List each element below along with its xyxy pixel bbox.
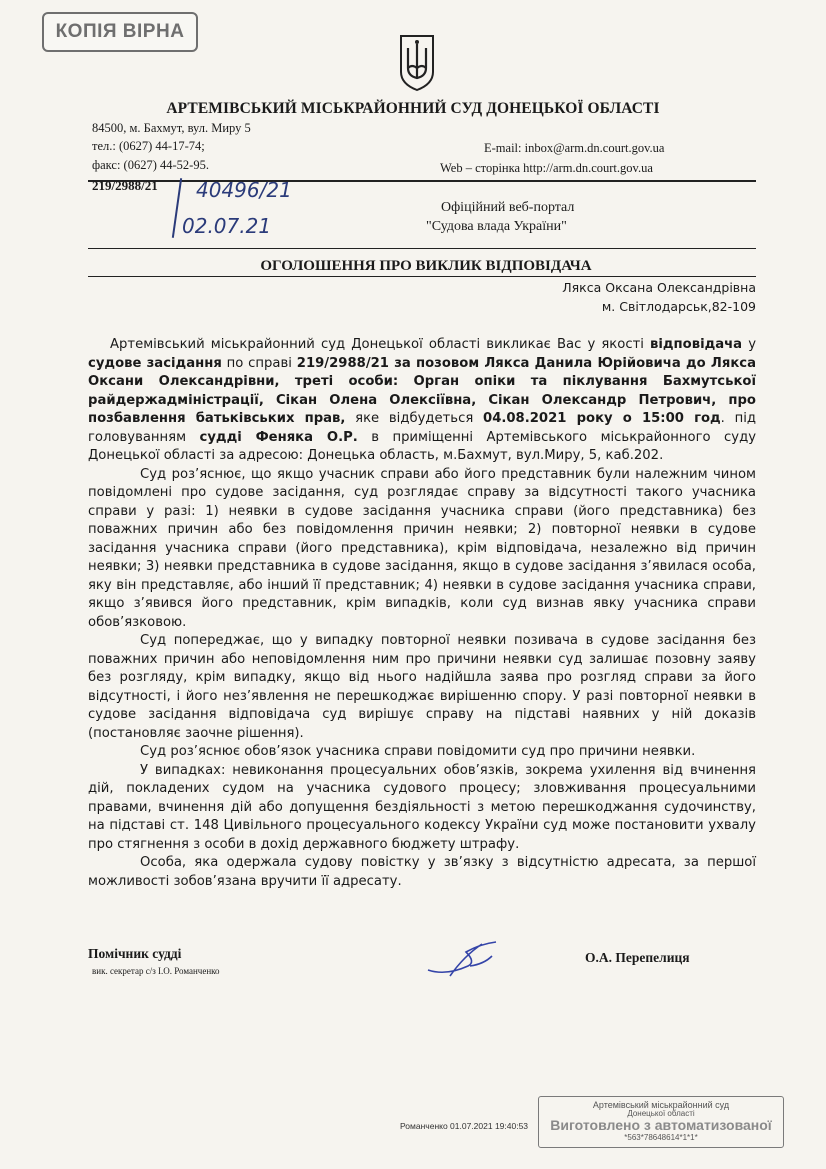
- stamp-line1: Артемівський міськрайонний суд: [592, 1100, 730, 1110]
- portal-line1: Офіційний веб-портал: [441, 200, 575, 215]
- court-fax: факс: (0627) 44-52-95.: [92, 158, 209, 172]
- court-website: Web – сторінка http://arm.dn.court.gov.ua: [440, 161, 653, 175]
- paragraph-summons: Артемівський міськрайонний суд Донецької області викликає Вас у якості відповідача у судове засідання по справі 219/2988/21 за позовом Лякса Данила Юрійовича до Лякса Оксани Олександрівни, треті особи: Орган опіки та піклування Бахмутської райдержадміністрації, Сікан Олена Олексіївна, Сікан Олександр Петрович, про позбавлення батьківських прав, яке відбудеться 04.08.2021 року о 15:00 год. під головуванням судді Феняка О.Р. в приміщенні Артемівського міськрайонного суду Донецької області за адресою: Донецька область, м.Бахмут, вул.Миру, 5, каб.202.: [88, 337, 757, 463]
- handwritten-date: 02.07.21: [182, 214, 272, 238]
- title-line-top: [88, 248, 756, 249]
- coat-of-arms-icon: [398, 34, 436, 92]
- addressee-address: м. Світлодарськ,82-109: [601, 299, 756, 314]
- addressee-name: Лякса Оксана Олександрівна: [562, 280, 756, 295]
- court-phone: тел.: (0627) 44-17-74;: [92, 139, 205, 153]
- paragraph-delivery: Особа, яка одержала судову повістку у зв’язку з відсутністю адресата, за першої можливості зобов’язана вручити її адресату.: [88, 855, 756, 889]
- case-number: 219/2988/21: [92, 178, 158, 193]
- court-address: 84500, м. Бахмут, вул. Миру 5: [92, 121, 251, 135]
- handwritten-signature: [420, 936, 504, 980]
- stamp-line3: Виготовлено з автоматизованої: [550, 1117, 772, 1133]
- announcement-title: ОГОЛОШЕННЯ ПРО ВИКЛИК ВІДПОВІДАЧА: [260, 258, 592, 274]
- paragraph-absence-rules: Суд роз’яснює, що якщо учасник справи або його представник були належним чином повідомлені про судове засідання, суд розглядає справу за відсутності такого учасника справи у разі: 1) неявки в судове засідання учасника справи (його представника) без поважних причин або без повідомлення причин неявки; 2) повторної неявки в судове засідання учасника справи (його представника), крім відповідача, незалежно від причин неявки; 3) неявки представника в судове засідання, якщо в судове засідання з’явилася особа, яку він представляє, або інший її представник; 4) неявки в судове засідання учасника справи, якщо з’явився його представник, крім випадків, коли суд визнав явку учасника справи обов’язковою.: [88, 466, 756, 630]
- stamp-code: *563*78648614*1*1*: [624, 1133, 698, 1142]
- court-bottom-stamp: [538, 1096, 784, 1148]
- signature-name: О.А. Перепелиця: [585, 950, 690, 965]
- paragraph-obligation: Суд роз’яснює обов’язок учасника справи повідомити суд про причини неявки.: [140, 744, 696, 759]
- court-name: АРТЕМІВСЬКИЙ МІСЬКРАЙОННИЙ СУД ДОНЕЦЬКОЇ ОБЛАСТІ: [166, 100, 660, 117]
- paragraph-penalty: У випадках: невиконання процесуальних обов’язків, зокрема ухилення від вчинення дій, покладених судом на учасника судового процесу; зловживання процесуальними правами, вчинення дій або допущення бездіяльності з метою перешкоджання судочинству, на підставі ст. 148 Цивільного процесуального кодексу України суд може постановити ухвалу про стягнення з особи в дохід державного бюджету штрафу.: [88, 762, 756, 852]
- header-divider: [88, 180, 756, 182]
- stamp-line2: Донецької області: [627, 1109, 695, 1118]
- paragraph-warning: Суд попереджає, що у випадку повторної неявки позивача в судове засідання без поважних причин або неповідомлення ним про причини неявки суд залишає позовну заяву без розгляду, крім випадку, якщо від нього надійшла заява про розгляд справи за його відсутності, і його нез’явлення не перешкоджає вирішенню спору. У разі повторної неявки в судове засідання відповідача суд вирішує справу на підставі наявних у ній доказів (постановляє заочне рішення).: [88, 633, 756, 741]
- portal-line2: "Судова влада України": [426, 219, 567, 234]
- signature-role: Помічник судді: [88, 946, 182, 961]
- court-email: E-mail: inbox@arm.dn.court.gov.ua: [484, 141, 665, 155]
- handwritten-number: 40496/21: [196, 178, 292, 202]
- notice-body: [88, 336, 756, 891]
- title-line-bottom: [88, 276, 756, 277]
- certified-copy-stamp: КОПІЯ ВІРНА: [42, 12, 198, 52]
- signature-sub: вик. секретар с/з І.О. Романченко: [92, 966, 220, 976]
- handwritten-stroke: [172, 178, 182, 238]
- footer-meta: Романченко 01.07.2021 19:40:53: [400, 1121, 529, 1131]
